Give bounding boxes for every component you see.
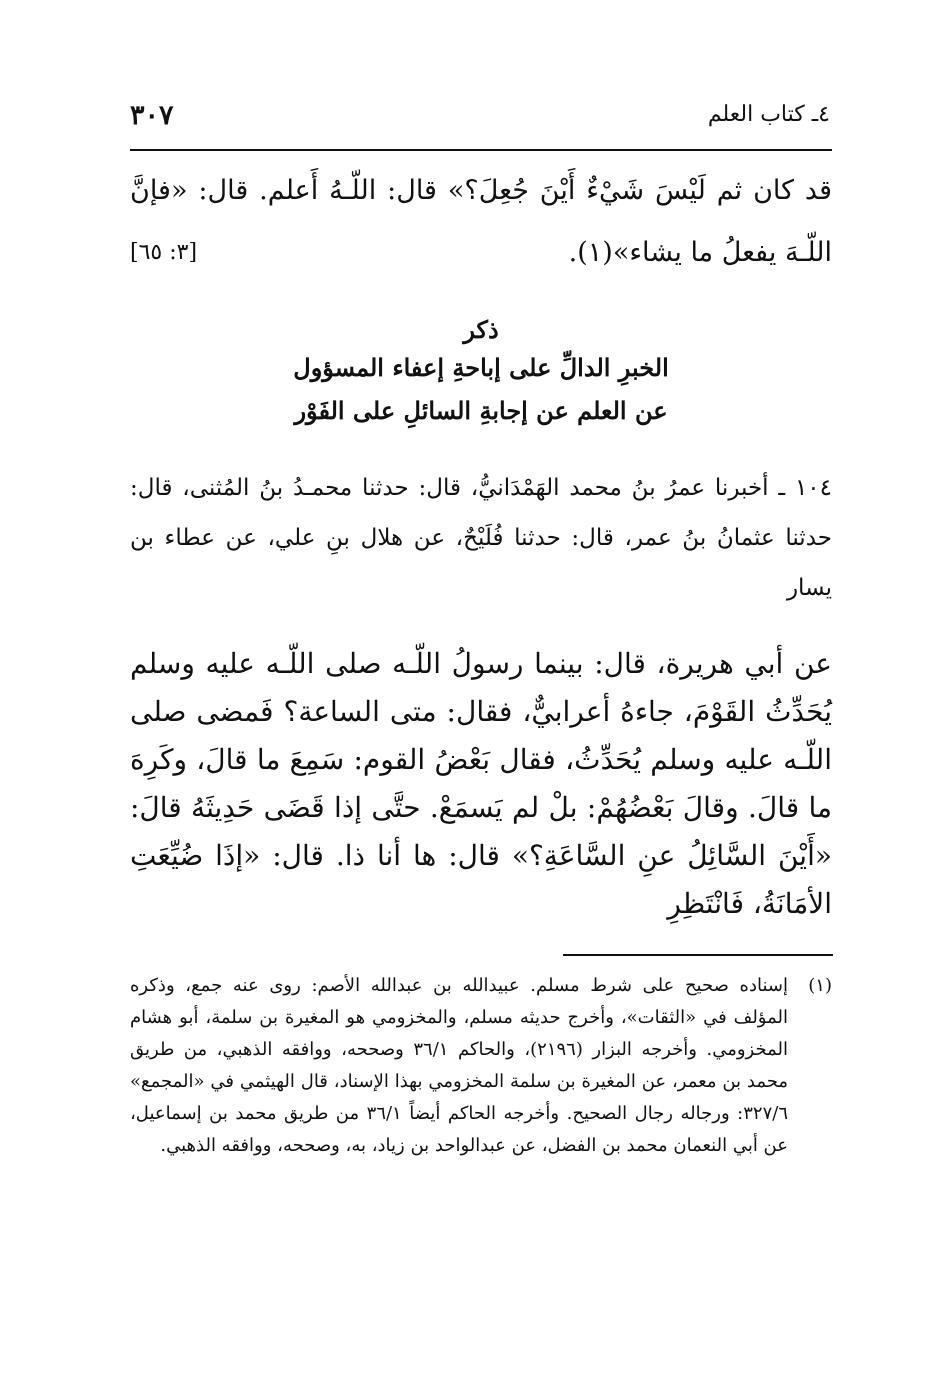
footnote-marker: (١) <box>808 975 832 996</box>
intro-paragraph <box>130 160 832 284</box>
chapter-title: ٤ـ كتاب العلم <box>707 102 830 127</box>
hadith-isnad: ١٠٤ ـ أخبرنا عمرُ بنُ محمد الهَمْدَانيُّ، قال: حدثنا محمـدُ بنُ المُثنى، قال: حدثنا عثمانُ بنُ عمر، قال: حدثنا فُلَيْحٌ، عن هلال بنِ علي، عن عطاء بن يسار <box>130 475 832 601</box>
footnote <box>130 970 832 1162</box>
header-divider <box>130 149 832 151</box>
hadith-reference: [٣: ٦٥] <box>130 240 198 265</box>
footnote-text: إسناده صحيح على شرط مسلم. عبيدالله بن عبدالله الأصم: روى عنه جمع، وذكره المؤلف في «الثقات»، وأخرج حديثه مسلم، والمخزومي هو المغيرة بن سلمة، أبو هشام المخزومي. وأخرجه البزار (٢١٩٦)، والحاكم ٣٦/١ وصححه، ووافقه الذهبي، من طريق محمد بن معمر، عن المغيرة بن سلمة المخزومي بهذا الإسناد، قال الهيثمي في «المجمع» ٣٢٧/٦: ورجاله رجال الصحيح. وأخرجه الحاكم أيضاً ٣٦/١ من طريق محمد بن إسماعيل، عن أبي النعمان محمد بن الفضل، عن عبدالواحد بن زياد، به، وصححه، ووافقه الذهبي. <box>130 975 789 1156</box>
section-heading-line3: عن العلم عن إجابةِ السائلِ على الفَوْر <box>294 396 668 425</box>
intro-text: قد كان ثم لَيْسَ شَيْءٌ أَيْنَ جُعِلَ؟» قال: اللّـهُ أَعلم. قال: «فإنَّ اللّـهَ يفعلُ ما يشاء»(١). <box>130 175 832 268</box>
hadith-matn: عن أبي هريرة، قال: بينما رسولُ اللّـه صلى اللّـه عليه وسلم يُحَدِّثُ القَوْمَ، جاءهُ أعرابيٌّ، فقال: متى الساعة؟ فَمضى صلى اللّـه عليه وسلم يُحَدِّثُ، فقال بَعْضُ القوم: سَمِعَ ما قالَ، وكَرِهَ ما قالَ. وقالَ بَعْضُهُمْ: بلْ لم يَسمَعْ. حتَّى إذا قَضَى حَدِيثَهُ قالَ: «أَيْنَ السَّائِلُ عنِ السَّاعَةِ؟» قال: ها أنا ذا. قال: «إذَا ضُيِّعَتِ الأمَانَةُ، فَانْتَظِرِ <box>130 647 832 920</box>
footnote-divider <box>563 954 833 956</box>
section-heading-line2: الخبرِ الدالِّ على إباحةِ إعفاء المسؤول <box>293 353 669 382</box>
page-header <box>130 96 830 136</box>
section-heading-line1: ذكر <box>463 315 499 344</box>
page-number: ٣٠٧ <box>130 100 174 131</box>
